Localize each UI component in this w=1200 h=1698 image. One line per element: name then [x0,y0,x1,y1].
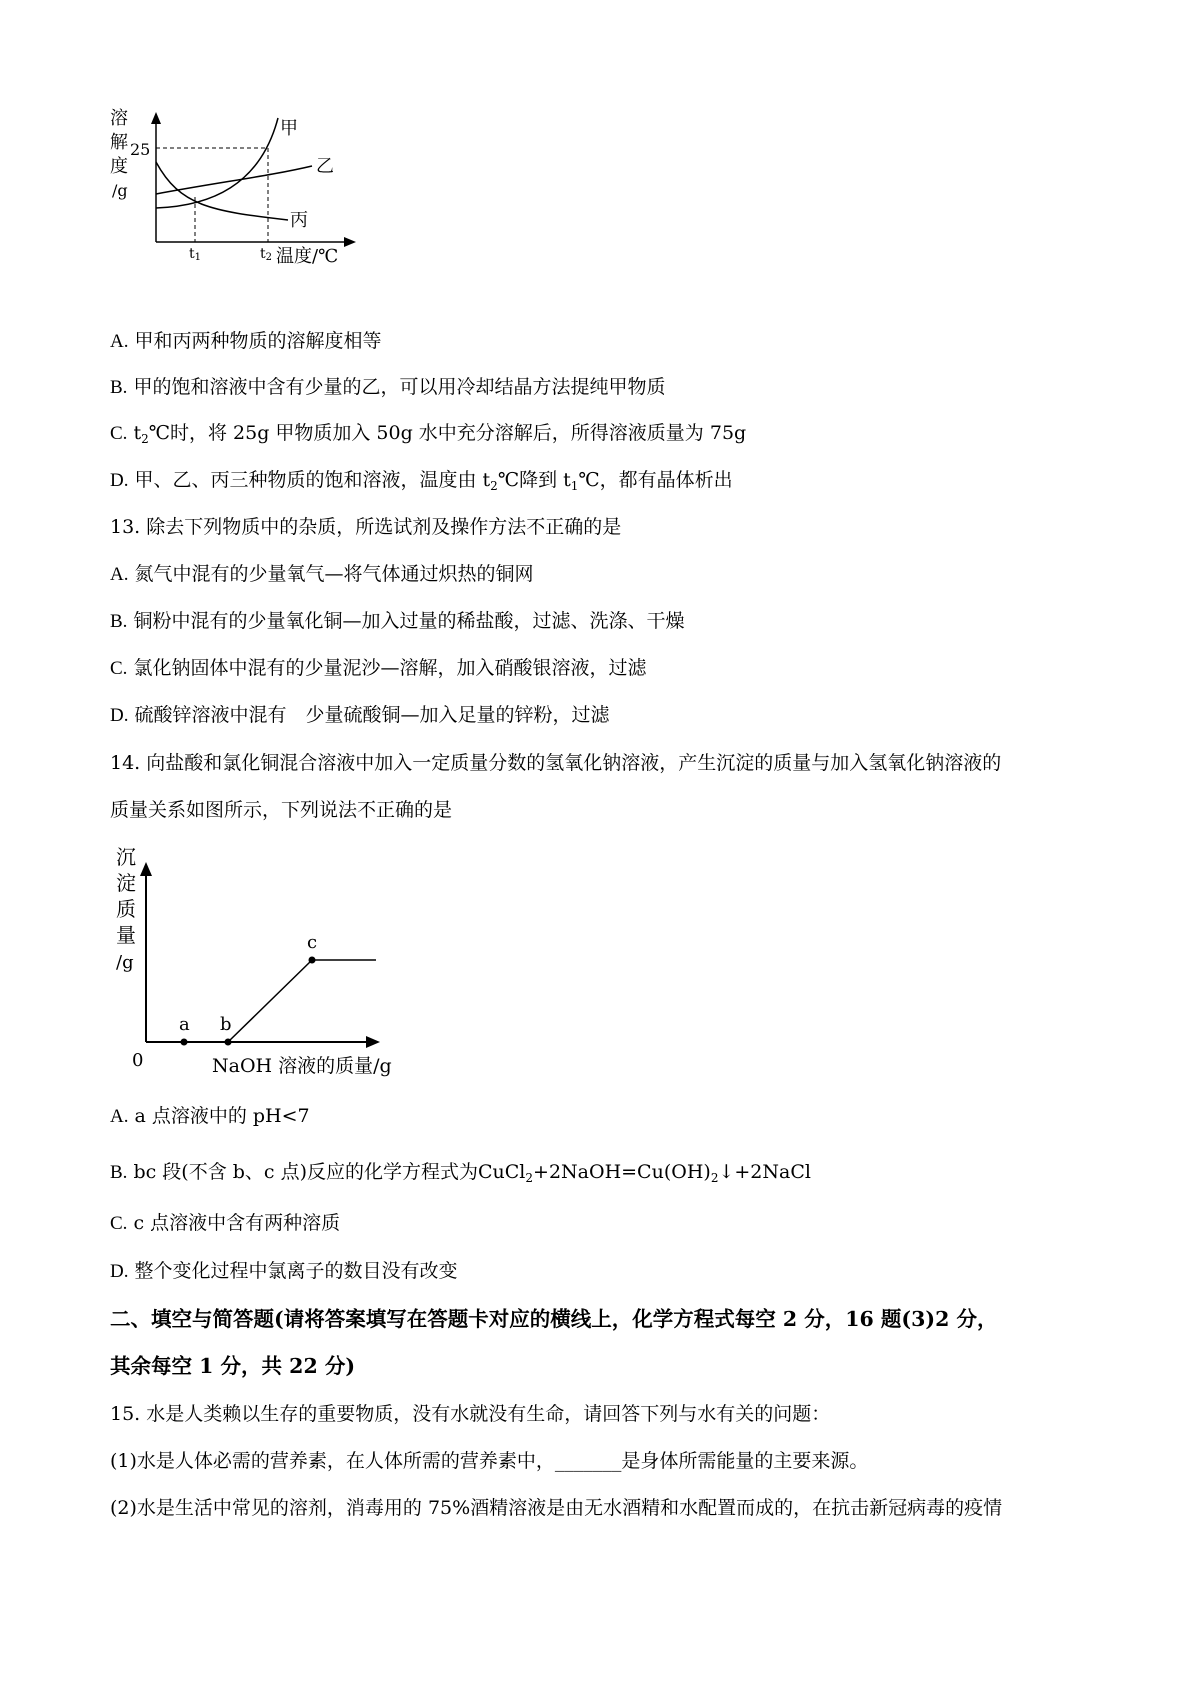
q14-option-d: D. 整个变化过程中氯离子的数目没有改变 [110,1260,458,1282]
x-axis-label: NaOH 溶液的质量/g [212,1055,392,1077]
segment-bc [228,960,312,1042]
curve-label-bing: 丙 [290,210,308,231]
q15-stem: 15. 水是人类赖以生存的重要物质，没有水就没有生命，请回答下列与水有关的问题： [110,1403,831,1425]
curve-jia [156,118,278,208]
q14-option-b: B. bc 段(不含 b、c 点)反应的化学方程式为$CuCl_2+2NaOH=Cu(OH)_2↓+2NaCl$ [110,1161,811,1185]
y-axis-arrow [151,112,161,124]
y-tick-25: 25 [130,140,151,159]
q14-option-a: A. a 点溶液中的 pH<7 [110,1105,310,1127]
q13-option-a: A. 氮气中混有的少量氧气—将气体通过炽热的铜网 [110,563,534,585]
q14-stem-line1: 14. 向盐酸和氯化铜混合溶液中加入一定质量分数的氢氧化钠溶液，产生沉淀的质量与加入氢氧化钠溶液的 [110,752,1002,774]
q15-part1: (1)水是人体必需的营养素，在人体所需的营养素中，_______是身体所需能量的主要来源。 [110,1450,869,1472]
y-axis-label-char: 溶 [110,108,128,129]
q13-option-d: D. 硫酸锌溶液中混有 少量硫酸铜—加入足量的锌粉，过滤 [110,704,610,726]
x-axis-label: 温度/℃ [276,246,339,267]
q13-stem: 13. 除去下列物质中的杂质，所选试剂及操作方法不正确的是 [110,516,622,538]
q13-option-b: B. 铜粉中混有的少量氧化铜—加入过量的稀盐酸，过滤、洗涤、干燥 [110,610,685,632]
point-a [181,1039,188,1046]
curve-label-yi: 乙 [316,156,334,177]
q14-stem-line2: 质量关系如图所示，下列说法不正确的是 [110,799,453,821]
label-b: b [220,1014,232,1035]
label-a: a [179,1014,190,1035]
curve-yi [156,166,312,194]
x-tick-t2: t2 [260,246,273,263]
y-axis-label-char: 度 [110,156,128,177]
curve-label-jia: 甲 [280,118,298,139]
x-axis-arrow [366,1036,380,1048]
precipitate-mass-figure [100,840,430,1090]
y-axis-label-char: /g [116,952,134,973]
y-axis-label-char: 量 [116,923,136,947]
answer-blank[interactable]: _______ [554,1450,622,1472]
q12-option-b: B. 甲的饱和溶液中含有少量的乙，可以用冷却结晶方法提纯甲物质 [110,376,666,398]
q12-option-c: C. $t_2℃$时，将 25g 甲物质加入 50g 水中充分溶解后，所得溶液质量为 75g [110,422,747,446]
y-axis-label-char: 沉 [116,845,136,869]
x-tick-t1: t1 [189,246,202,263]
y-axis-label-char: 解 [110,132,128,153]
point-b [225,1039,232,1046]
q12-option-a: A. 甲和丙两种物质的溶解度相等 [110,330,382,352]
solubility-curve-figure [100,96,400,296]
x-axis-arrow [344,237,356,247]
y-axis-label-char: /g [112,181,128,200]
q14-option-c: C. c 点溶液中含有两种溶质 [110,1212,341,1234]
y-axis-label-char: 质 [116,897,136,921]
q12-option-d: D. 甲、乙、丙三种物质的饱和溶液，温度由 $t_2℃$降到 $t_1℃$，都有晶体析出 [110,469,733,493]
y-axis-arrow [140,862,152,876]
y-axis-label-char: 淀 [116,871,136,895]
section-heading-line2: 其余每空 1 分，共 22 分) [110,1354,356,1378]
chemical-equation: $CuCl_2+2NaOH=Cu(OH)_2↓+2NaCl$ [478,1161,811,1185]
point-c [309,957,316,964]
section-heading-line1: 二、填空与简答题(请将答案填写在答题卡对应的横线上，化学方程式每空 2 分，16 题(3)2 分， [110,1307,998,1331]
origin-label: 0 [132,1050,144,1071]
q13-option-c: C. 氯化钠固体中混有的少量泥沙—溶解，加入硝酸银溶液，过滤 [110,657,647,679]
q15-part2: (2)水是生活中常见的溶剂，消毒用的 75%酒精溶液是由无水酒精和水配置而成的，在抗击新冠病毒的疫情 [110,1497,1003,1519]
label-c: c [307,932,318,953]
